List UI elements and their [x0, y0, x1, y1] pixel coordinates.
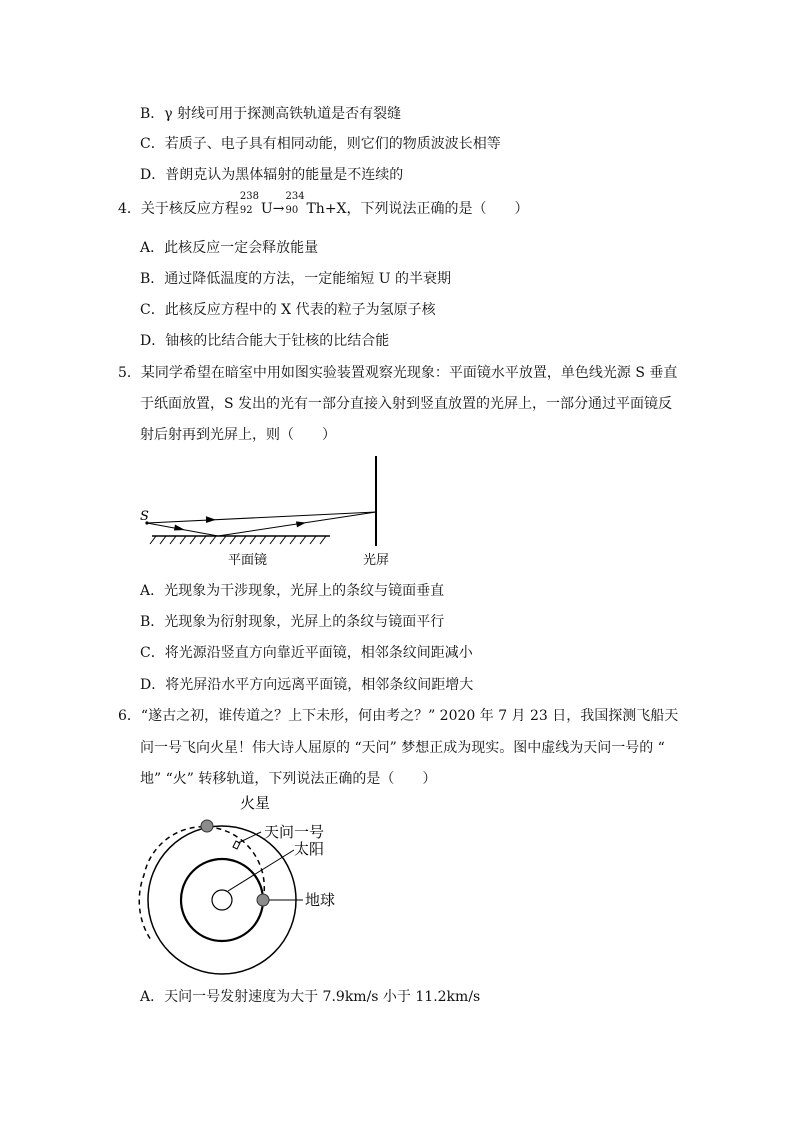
- probe-pointer: [238, 832, 261, 843]
- uranium-symbol: U: [260, 201, 273, 217]
- uranium-nuclide: [239, 191, 260, 219]
- q5-option-c: C．将光源沿竖直方向靠近平面镜，相邻条纹间距减小: [140, 645, 473, 661]
- q5-stem-line1: 5．某同学希望在暗室中用如图实验装置观察光现象：平面镜水平放置，单色线光源 S 垂直: [118, 365, 678, 381]
- q3-option-c: C．若质子、电子具有相同动能，则它们的物质波波长相等: [140, 136, 501, 152]
- sun-label: 太阳: [294, 840, 325, 858]
- direct-ray-arrow: [206, 516, 216, 523]
- mirror-diagram: [130, 450, 400, 570]
- q4-suffix: ，下列说法正确的是（ ）: [346, 201, 529, 217]
- q6-option-a: A．天问一号发射速度为大于 7.9km/s 小于 11.2km/s: [140, 989, 481, 1005]
- thorium-atomic-number: 90: [285, 205, 299, 216]
- q4-option-a: A．此核反应一定会释放能量: [140, 240, 319, 256]
- incident-ray-arrow: [174, 525, 185, 531]
- q5-option-b: B．光现象为衍射现象，光屏上的条纹与镜面平行: [140, 614, 445, 630]
- q6-stem-line2: 问一号飞向火星！伟大诗人屈原的 “天问” 梦想正成为现实。图中虚线为天问一号的 “: [140, 740, 665, 756]
- thorium-nuclide: [285, 191, 305, 219]
- q4-stem: [118, 191, 529, 219]
- q6-stem-line3: 地” “火” 转移轨道，下列说法正确的是（ ）: [140, 771, 437, 787]
- q3-option-b: B．γ 射线可用于探测高铁轨道是否有裂缝: [140, 106, 402, 122]
- q4-prefix: 4．关于核反应方程: [118, 201, 239, 217]
- q4-option-d: D．铀核的比结合能大于钍核的比结合能: [140, 333, 390, 349]
- q3-option-d: D．普朗克认为黑体辐射的能量是不连续的: [140, 167, 404, 183]
- sun: [212, 890, 232, 910]
- screen-label: 光屏: [363, 553, 390, 568]
- earth-label: 地球: [305, 891, 336, 909]
- q4-option-b: B．通过降低温度的方法，一定能缩短 U 的半衰期: [140, 271, 451, 287]
- mars: [201, 820, 213, 832]
- thorium-mass-number: 234: [285, 191, 305, 202]
- thorium-symbol: Th+X: [306, 201, 347, 217]
- source-label: S: [140, 509, 149, 524]
- orbit-diagram: [130, 790, 360, 980]
- q6-stem-line1: 6．“遂古之初，谁传道之？上下未形，何由考之？” 2020 年 7 月 23 日，我国探测飞船天: [118, 708, 679, 724]
- q5-stem-line3: 射后射再到光屏上，则（ ）: [140, 427, 336, 443]
- q4-option-c: C．此核反应方程中的 X 代表的粒子为氢原子核: [140, 302, 436, 318]
- uranium-mass-number: 238: [239, 191, 260, 202]
- transfer-orbit: [139, 827, 264, 940]
- mars-label: 火星: [240, 794, 271, 812]
- q5-option-d: D．将光屏沿水平方向远离平面镜，相邻条纹间距增大: [140, 677, 474, 693]
- reaction-arrow: →: [272, 201, 285, 217]
- q5-stem-line2: 于纸面放置，S 发出的光有一部分直接入射到竖直放置的光屏上，一部分通过平面镜反: [140, 396, 673, 412]
- uranium-atomic-number: 92: [239, 205, 253, 216]
- mirror-label: 平面镜: [228, 553, 268, 568]
- earth: [257, 894, 269, 906]
- probe-label: 天问一号: [264, 823, 325, 841]
- mirror-hatching: [150, 536, 326, 544]
- reflected-ray-arrow: [296, 521, 306, 527]
- q5-option-a: A．光现象为干涉现象，光屏上的条纹与镜面垂直: [140, 583, 445, 599]
